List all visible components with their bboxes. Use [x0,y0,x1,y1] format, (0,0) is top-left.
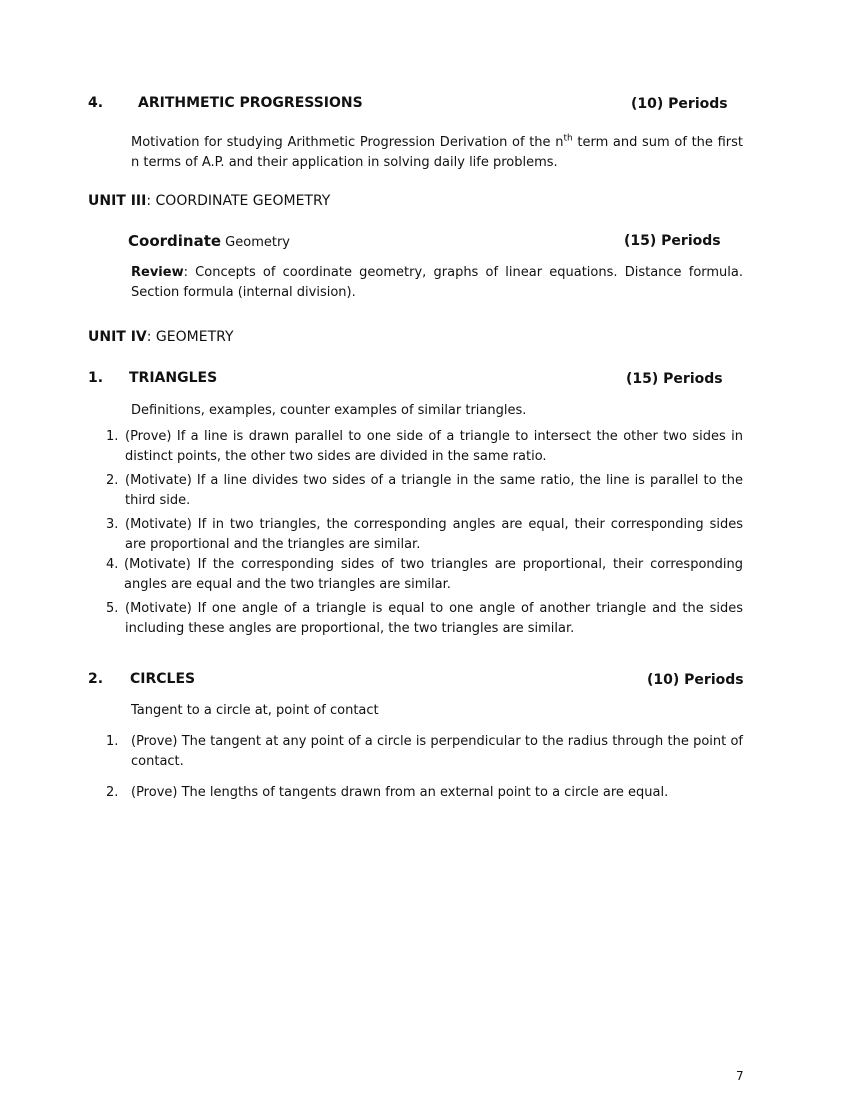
list-text: (Motivate) If one angle of a triangle is equal to one angle of another triangle and the sides including these angles are proportional, the two triangles are similar. [125,601,743,636]
section-title: ARITHMETIC PROGRESSIONS [138,95,363,111]
section-periods: (10) Periods [631,96,728,112]
list-text: (Motivate) If a line divides two sides of a triangle in the same ratio, the line is parallel to the third side. [125,473,743,508]
unit-title: : COORDINATE GEOMETRY [146,193,331,209]
section-periods: (10) Periods [647,672,744,688]
list-number: 4. [106,557,119,572]
unit-title: : GEOMETRY [146,329,234,345]
review-label: Review [131,265,184,280]
unit-heading [88,193,330,209]
subsection-periods: (15) Periods [624,233,721,249]
superscript: th [563,133,573,144]
unit-label: UNIT IV [88,329,147,345]
list-number: 1. [106,734,119,749]
section-number: 4. [88,95,104,111]
list-text: (Prove) If a line is drawn parallel to one side of a triangle to intersect the other two sides in distinct points, the other two sides are divided in the same ratio. [125,429,743,464]
description-part: Motivation for studying Arithmetic Progression Derivation of the n [131,135,564,150]
list-text: (Motivate) If in two triangles, the corresponding angles are equal, their corresponding sides are proportional and the triangles are similar. [125,517,743,552]
section-title: CIRCLES [130,671,196,687]
subsection-title [128,231,290,250]
list-number: 2. [106,785,119,800]
unit-heading [88,329,234,345]
list-text: (Prove) The tangent at any point of a circle is perpendicular to the radius through the point of contact. [131,734,743,769]
section-title: TRIANGLES [129,370,218,386]
section-description [131,133,743,173]
section-intro: Tangent to a circle at, point of contact [131,703,379,718]
section-number: 1. [88,370,104,386]
subsection-title-rest: Geometry [221,235,291,250]
page-number: 7 [736,1069,744,1083]
unit-label: UNIT III [88,193,147,209]
list-text: (Prove) The lengths of tangents drawn from an external point to a circle are equal. [131,785,669,800]
list-number: 3. [106,517,119,532]
section-number: 2. [88,671,104,687]
review-text: : Concepts of coordinate geometry, graphs of linear equations. Distance formula. Section formula (internal division). [131,265,743,300]
description-part: term and sum of the first n terms of A.P. and their application in solving daily life problems. [131,135,743,170]
section-periods: (15) Periods [626,371,723,387]
subsection-title-bold: Coordinate [128,232,222,250]
review-paragraph [131,263,743,303]
section-intro: Definitions, examples, counter examples of similar triangles. [131,403,527,418]
list-text: (Motivate) If the corresponding sides of two triangles are proportional, their corresponding angles are equal and the two triangles are similar. [124,557,743,592]
list-number: 5. [106,601,119,616]
list-number: 1. [106,429,119,444]
list-number: 2. [106,473,119,488]
